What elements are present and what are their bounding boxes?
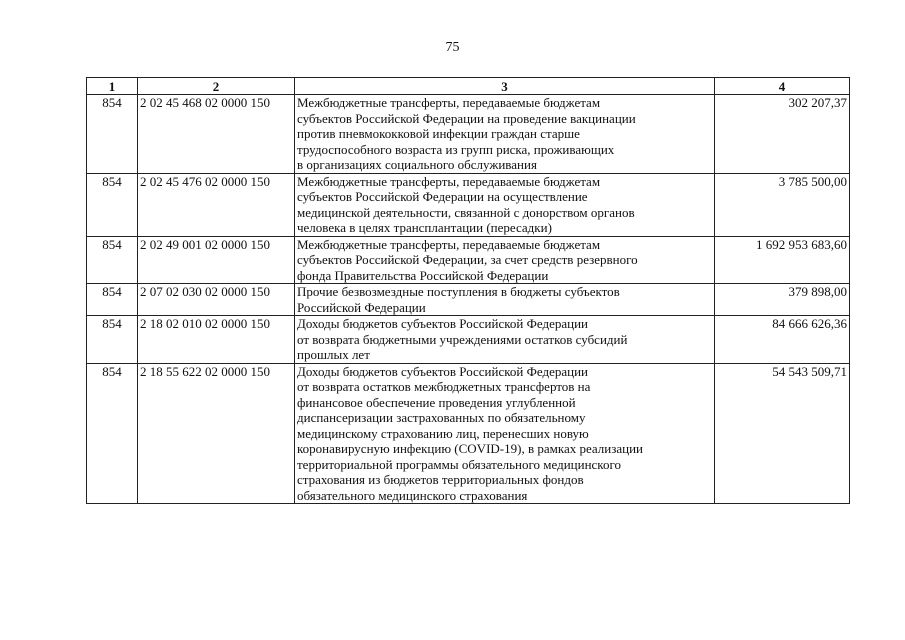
description-cell: Доходы бюджетов субъектов Российской Федерации от возврата остатков межбюджетных трансфертов на финансовое обеспечение проведения углубленной диспансеризации застрахованных по обязательному медицинскому страхованию лиц, перенесших новую коронавирусную инфекцию (COVID-19), в рамках реализации территориальной программы обязательного медицинского страхования из бюджетов территориальных фондов обязательного медицинского страхования xyxy=(295,363,715,504)
amount-cell: 54 543 509,71 xyxy=(715,363,850,504)
table-row xyxy=(87,284,850,316)
table-row xyxy=(87,95,850,174)
table-row xyxy=(87,173,850,236)
column-header-3: 3 xyxy=(295,78,715,95)
description-cell: Межбюджетные трансферты, передаваемые бюджетам субъектов Российской Федерации на осуществление медицинской деятельности, связанной с донорством органов человека в целях трансплантации (пересадки) xyxy=(295,173,715,236)
revenue-code-cell: 2 02 49 001 02 0000 150 xyxy=(138,236,295,284)
table-row xyxy=(87,316,850,364)
description-cell: Межбюджетные трансферты, передаваемые бюджетам субъектов Российской Федерации, за счет средств резервного фонда Правительства Российской Федерации xyxy=(295,236,715,284)
admin-code-cell: 854 xyxy=(87,316,138,364)
admin-code-cell: 854 xyxy=(87,363,138,504)
admin-code-cell: 854 xyxy=(87,95,138,174)
description-cell: Прочие безвозмездные поступления в бюджеты субъектов Российской Федерации xyxy=(295,284,715,316)
amount-cell: 3 785 500,00 xyxy=(715,173,850,236)
table-header-row xyxy=(87,78,850,95)
description-cell: Доходы бюджетов субъектов Российской Федерации от возврата бюджетными учреждениями остатков субсидий прошлых лет xyxy=(295,316,715,364)
table-row xyxy=(87,236,850,284)
admin-code-cell: 854 xyxy=(87,236,138,284)
budget-revenue-table xyxy=(86,77,850,504)
revenue-code-cell: 2 18 02 010 02 0000 150 xyxy=(138,316,295,364)
revenue-code-cell: 2 02 45 468 02 0000 150 xyxy=(138,95,295,174)
admin-code-cell: 854 xyxy=(87,284,138,316)
revenue-code-cell: 2 18 55 622 02 0000 150 xyxy=(138,363,295,504)
amount-cell: 84 666 626,36 xyxy=(715,316,850,364)
column-header-1: 1 xyxy=(87,78,138,95)
table-row xyxy=(87,363,850,504)
column-header-2: 2 xyxy=(138,78,295,95)
column-header-4: 4 xyxy=(715,78,850,95)
page-number: 75 xyxy=(445,40,460,55)
admin-code-cell: 854 xyxy=(87,173,138,236)
amount-cell: 379 898,00 xyxy=(715,284,850,316)
amount-cell: 302 207,37 xyxy=(715,95,850,174)
revenue-code-cell: 2 07 02 030 02 0000 150 xyxy=(138,284,295,316)
revenue-code-cell: 2 02 45 476 02 0000 150 xyxy=(138,173,295,236)
amount-cell: 1 692 953 683,60 xyxy=(715,236,850,284)
description-cell: Межбюджетные трансферты, передаваемые бюджетам субъектов Российской Федерации на проведение вакцинации против пневмококковой инфекции граждан старше трудоспособного возраста из групп риска, проживающих в организациях социального обслуживания xyxy=(295,95,715,174)
